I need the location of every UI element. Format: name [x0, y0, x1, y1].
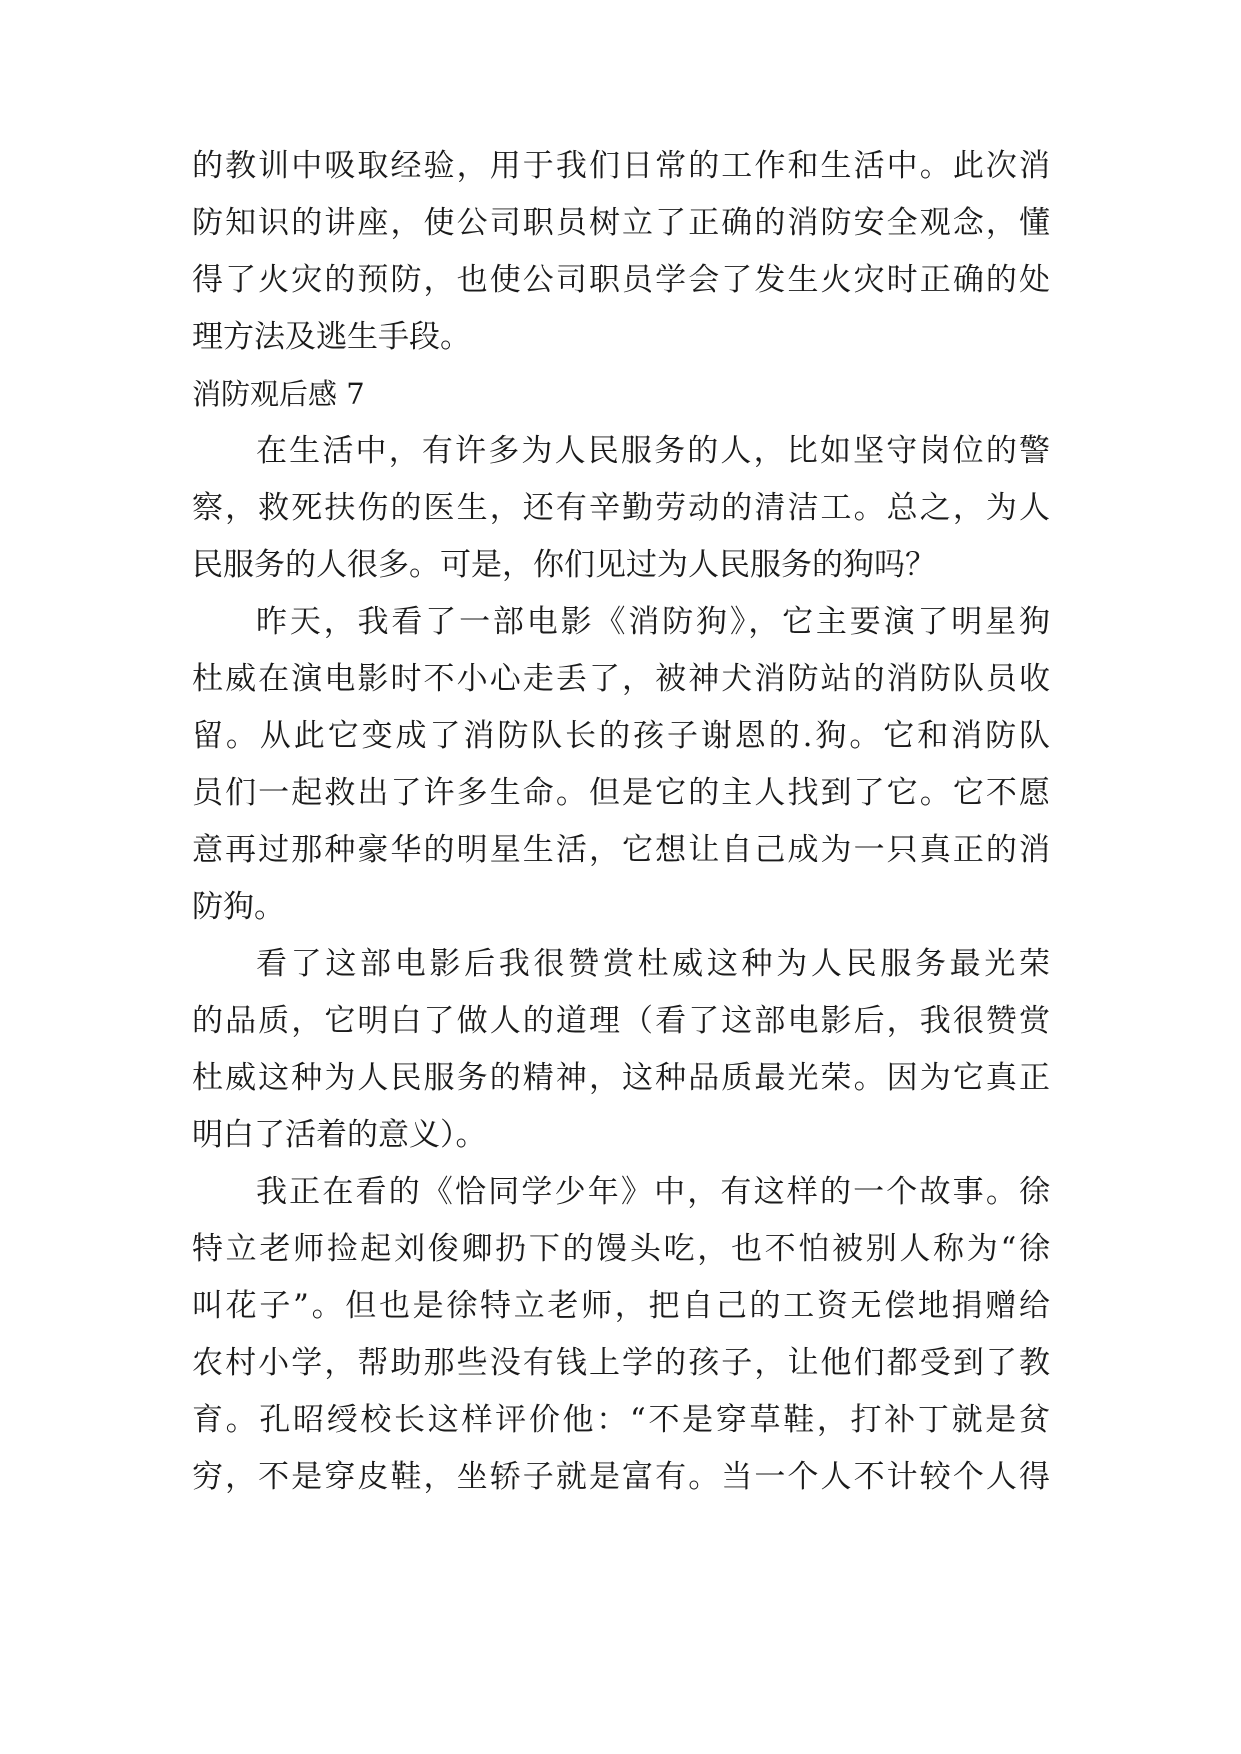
paragraph-line: 杜威这种为人民服务的精神，这种品质最光荣。因为它真正	[192, 1060, 1050, 1096]
paragraph-3	[192, 936, 1050, 1164]
paragraph-line: 理方法及逃生手段。	[192, 319, 471, 355]
paragraph-line: 特立老师捡起刘俊卿扔下的馒头吃，也不怕被别人称为“徐	[192, 1231, 1050, 1267]
paragraph-line: 察，救死扶伤的医生，还有辛勤劳动的清洁工。总之，为人	[192, 490, 1050, 526]
paragraph-line: 我正在看的《恰同学少年》中，有这样的一个故事。徐	[256, 1174, 1050, 1210]
document-body	[192, 138, 1050, 1506]
paragraph-2	[192, 594, 1050, 936]
paragraph-line: 意再过那种豪华的明星生活，它想让自己成为一只真正的消	[192, 832, 1050, 868]
paragraph-line: 叫花子”。但也是徐特立老师，把自己的工资无偿地捐赠给	[192, 1288, 1050, 1324]
paragraph-line: 员们一起救出了许多生命。但是它的主人找到了它。它不愿	[192, 775, 1050, 811]
section-title: 消防观后感 7	[192, 377, 365, 411]
paragraph-line: 留。从此它变成了消防队长的孩子谢恩的.狗。它和消防队	[192, 718, 1050, 754]
paragraph-line: 防狗。	[192, 889, 285, 925]
paragraph-line: 的教训中吸取经验，用于我们日常的工作和生活中。此次消	[192, 148, 1050, 184]
paragraph-line: 明白了活着的意义）。	[192, 1117, 487, 1153]
paragraph-line: 的品质，它明白了做人的道理（看了这部电影后，我很赞赏	[192, 1003, 1050, 1039]
paragraph-line: 农村小学，帮助那些没有钱上学的孩子，让他们都受到了教	[192, 1345, 1050, 1381]
paragraph-4	[192, 1164, 1050, 1506]
paragraph-1	[192, 423, 1050, 594]
paragraph-line: 穷，不是穿皮鞋，坐轿子就是富有。当一个人不计较个人得	[192, 1459, 1050, 1495]
paragraph-line: 昨天，我看了一部电影《消防狗》，它主要演了明星狗	[256, 604, 1050, 640]
paragraph-line: 民服务的人很多。可是，你们见过为人民服务的狗吗？	[192, 547, 936, 583]
intro-paragraph	[192, 138, 1050, 366]
paragraph-line: 在生活中，有许多为人民服务的人，比如坚守岗位的警	[256, 433, 1050, 469]
paragraph-line: 得了火灾的预防，也使公司职员学会了发生火灾时正确的处	[192, 262, 1050, 298]
paragraph-line: 杜威在演电影时不小心走丢了，被神犬消防站的消防队员收	[192, 661, 1050, 697]
paragraph-line: 防知识的讲座，使公司职员树立了正确的消防安全观念，懂	[192, 205, 1050, 241]
paragraph-line: 育。孔昭绶校长这样评价他：“不是穿草鞋，打补丁就是贫	[192, 1402, 1050, 1438]
paragraph-line: 看了这部电影后我很赞赏杜威这种为人民服务最光荣	[256, 946, 1050, 982]
